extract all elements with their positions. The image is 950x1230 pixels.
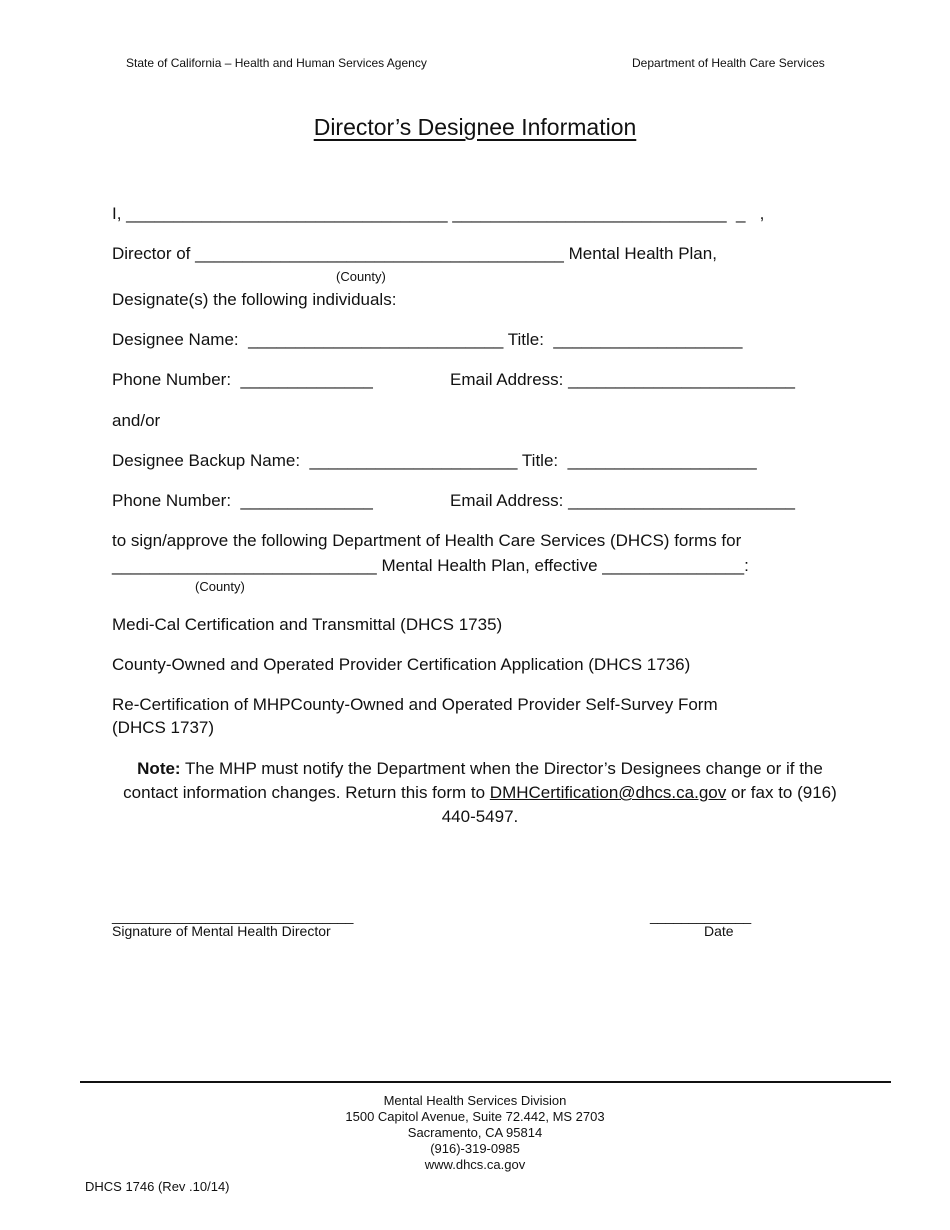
date-line: _____________	[650, 908, 752, 924]
page-title: Director’s Designee Information	[313, 114, 637, 140]
and-or: and/or	[112, 411, 161, 430]
county-label-2: (County)	[195, 579, 245, 594]
email-line-1: Email Address: ________________________	[450, 370, 796, 389]
signature-label: Signature of Mental Health Director	[112, 923, 331, 939]
form-1737-line-2: (DHCS 1737)	[112, 718, 215, 737]
designee-name-line: Designee Name: ___________________________ Title: ____________________	[112, 330, 743, 349]
form-id: DHCS 1746 (Rev .10/14)	[85, 1179, 230, 1194]
footer-divider	[80, 1081, 891, 1083]
phone-line-2: Phone Number: ______________	[112, 491, 373, 510]
footer	[0, 1093, 950, 1173]
footer-website[interactable]: www.dhcs.ca.gov	[424, 1157, 526, 1172]
sign-approve-line: to sign/approve the following Department of Health Care Services (DHCS) forms for	[112, 531, 742, 550]
note-label: Note:	[137, 759, 181, 778]
email-line-2: Email Address: ________________________	[450, 491, 796, 510]
note-paragraph: Note: The MHP must notify the Department when the Director’s Designees change or if the contact information changes. Return this form to DMHCertification@dhcs.ca.gov or fax to (916) 440-5497.	[123, 759, 837, 826]
director-line: Director of _______________________________________ Mental Health Plan,	[112, 244, 717, 263]
county-plan-line: ____________________________ Mental Health Plan, effective _______________:	[112, 556, 749, 575]
footer-division: Mental Health Services Division	[383, 1093, 567, 1108]
signature-line: _______________________________	[112, 908, 354, 924]
header-agency: State of California – Health and Human Services Agency	[126, 56, 427, 70]
county-label: (County)	[336, 269, 386, 284]
footer-phone: (916)-319-0985	[430, 1141, 520, 1156]
form-1736: County-Owned and Operated Provider Certification Application (DHCS 1736)	[112, 655, 691, 674]
form-1735: Medi-Cal Certification and Transmittal (DHCS 1735)	[112, 615, 503, 634]
header-department: Department of Health Care Services	[632, 56, 825, 70]
footer-city: Sacramento, CA 95814	[407, 1125, 543, 1140]
designates-line: Designate(s) the following individuals:	[112, 290, 397, 309]
form-1737-line-1: Re-Certification of MHPCounty-Owned and Operated Provider Self-Survey Form	[112, 695, 718, 714]
phone-line-1: Phone Number: ______________	[112, 370, 373, 389]
footer-address: 1500 Capitol Avenue, Suite 72.442, MS 2703	[345, 1109, 605, 1124]
email-link[interactable]: DMHCertification@dhcs.ca.gov	[489, 783, 727, 802]
i-line: I, __________________________________ _____________________________ _ ,	[112, 204, 765, 223]
backup-name-line: Designee Backup Name: ______________________ Title: ____________________	[112, 451, 757, 470]
date-label: Date	[704, 923, 734, 939]
